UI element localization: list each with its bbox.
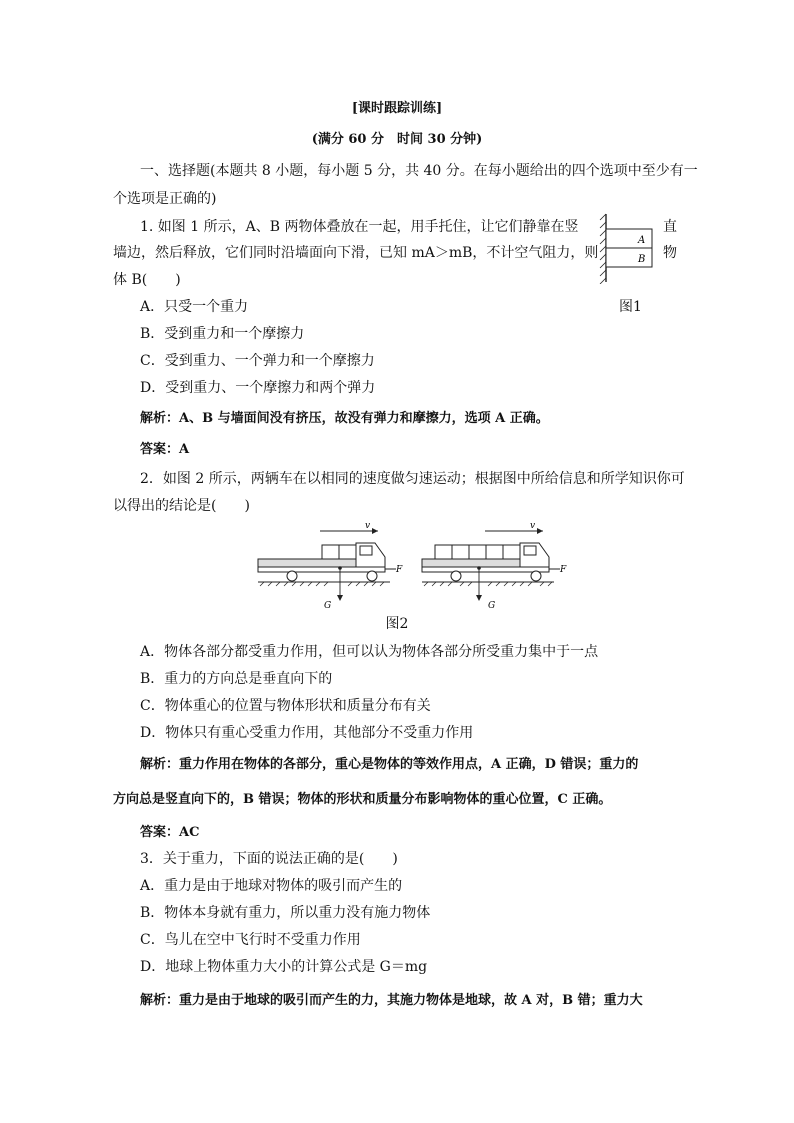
q1-option-a: A．只受一个重力	[140, 299, 249, 315]
part-intro-line1: 一、选择题(本题共 8 小题，每小题 5 分，共 40 分。在每小题给出的四个选项中至少有一	[140, 163, 698, 179]
q2-option-b: B．重力的方向总是垂直向下的	[140, 671, 333, 687]
q2-stem-line2: 以得出的结论是( )	[113, 498, 250, 514]
q1-option-d: D．受到重力、一个摩擦力和两个弹力	[140, 380, 376, 396]
q3-option-a: A．重力是由于地球对物体的吸引而产生的	[140, 878, 403, 894]
q3-option-c: C．鸟儿在空中飞行时不受重力作用	[140, 932, 361, 948]
q1-stem-line2: 墙边，然后释放，它们同时沿墙面向下滑，已知 mA＞mB，不计空气阻力，则	[113, 245, 599, 261]
truck-left-f-label: F	[396, 565, 403, 575]
q3-option-d: D．地球上物体重力大小的计算公式是 G＝mg	[140, 959, 428, 975]
block-b-label: B	[638, 254, 646, 265]
truck-right-v-label: v	[530, 521, 536, 531]
q1-stem-end1: 直	[663, 219, 677, 235]
q3-stem: 3．关于重力，下面的说法正确的是( )	[140, 851, 398, 867]
truck-left-v-label: v	[365, 521, 371, 531]
q1-stem-line3: 体 B( )	[113, 272, 181, 288]
figure-2-caption: 图2	[385, 616, 409, 632]
q1-analysis: 解析：A、B 与墙面间没有挤压，故没有弹力和摩擦力，选项 A 正确。	[140, 411, 549, 426]
figure-1-wall-blocks	[598, 212, 658, 284]
truck-left	[258, 521, 403, 610]
q2-option-a: A．物体各部分都受重力作用，但可以认为物体各部分所受重力集中于一点	[140, 644, 599, 660]
q1-option-c: C．受到重力、一个弹力和一个摩擦力	[140, 353, 375, 369]
q1-option-b: B．受到重力和一个摩擦力	[140, 326, 305, 342]
block-a-label: A	[638, 235, 646, 246]
q2-analysis-line2: 方向总是竖直向下的，B 错误；物体的形状和质量分布影响物体的重心位置，C 正确。	[113, 792, 612, 807]
truck-right-g-label: G	[488, 601, 496, 610]
q2-answer: 答案：AC	[140, 825, 200, 840]
q2-option-c: C．物体重心的位置与物体形状和质量分布有关	[140, 698, 431, 714]
part-intro-line2: 个选项是正确的)	[113, 191, 217, 207]
truck-right-f-label: F	[560, 565, 567, 575]
truck-right	[422, 521, 567, 610]
q2-option-d: D．物体只有重心受重力作用，其他部分不受重力作用	[140, 725, 474, 741]
q1-stem-end2: 物	[663, 245, 677, 261]
q3-option-b: B．物体本身就有重力，所以重力没有施力物体	[140, 905, 431, 921]
section-title: [课时跟踪训练]	[351, 101, 443, 116]
subtitle: (满分 60 分 时间 30 分钟)	[311, 132, 483, 147]
q1-stem-line1: 1. 如图 1 所示，A、B 两物体叠放在一起，用手托住，让它们静靠在竖	[140, 219, 579, 235]
q1-answer: 答案：A	[140, 442, 190, 457]
figure-1-caption: 图1	[619, 299, 642, 315]
figure-2-trucks	[250, 518, 585, 610]
q2-analysis-line1: 解析：重力作用在物体的各部分，重心是物体的等效作用点，A 正确，D 错误；重力的	[140, 757, 639, 772]
truck-left-g-label: G	[324, 601, 332, 610]
q3-analysis: 解析：重力是由于地球的吸引而产生的力，其施力物体是地球，故 A 对，B 错；重力大	[140, 993, 643, 1008]
q2-stem-line1: 2．如图 2 所示，两辆车在以相同的速度做匀速运动；根据图中所给信息和所学知识你可	[140, 471, 685, 487]
